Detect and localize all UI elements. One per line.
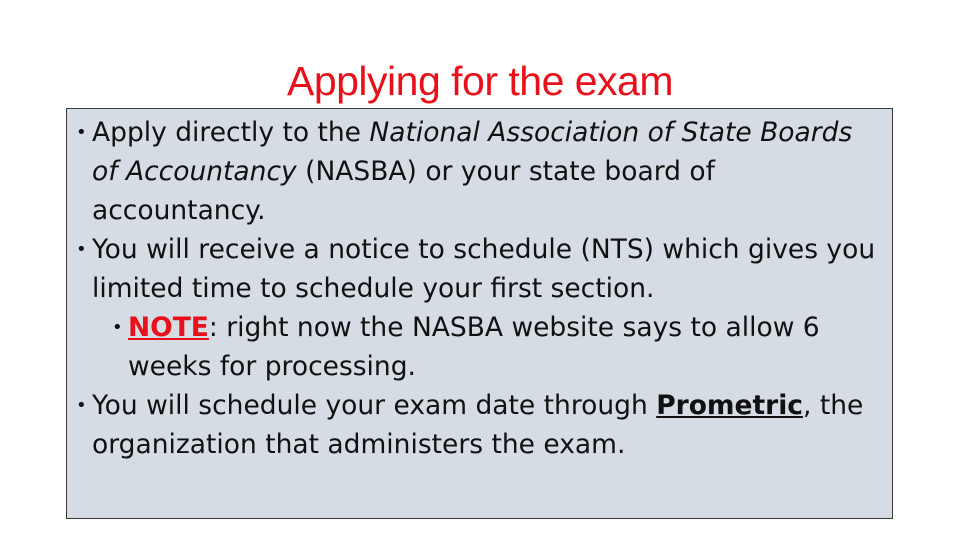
prometric-link[interactable]: Prometric [656,390,804,421]
bullet-text: : right now the NASBA website says to allow 6 weeks for processing. [128,312,820,382]
bullet-item-note [67,308,894,386]
slide-title: Applying for the exam [286,58,674,104]
bullet-dot-icon: • [76,239,87,260]
bullet-item-prometric [67,386,894,464]
bullet-dot-icon: • [76,395,87,416]
bullet-dot-icon: • [112,317,123,338]
bullet-text: (NASBA) or your state board of accountancy. [92,156,715,226]
bullet-dot-icon: • [76,122,87,143]
bullet-text: You will receive a notice to schedule (NTS) which gives you limited time to schedule your first section. [92,234,876,304]
organization-name: National Association of State Boards of Accountancy [92,117,853,187]
content-box [66,108,893,519]
bullet-list [67,113,894,464]
bullet-text: , the organization that administers the exam. [92,390,864,460]
bullet-text: You will schedule your exam date through [92,390,657,421]
bullet-text: Apply directly to the [92,117,370,148]
bullet-item-apply [67,113,894,230]
bullet-item-nts [67,230,894,308]
note-label: NOTE [128,312,209,343]
